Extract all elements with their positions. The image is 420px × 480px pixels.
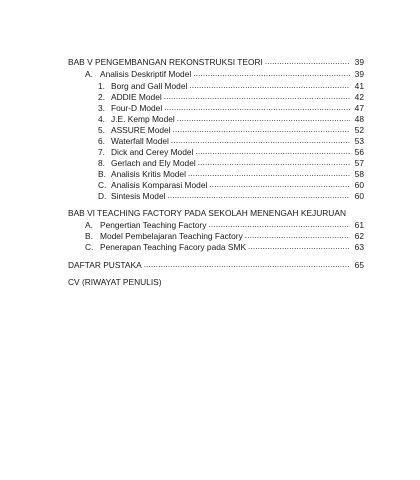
toc-entry-page: 42 bbox=[354, 92, 364, 102]
dot-leader bbox=[193, 69, 350, 79]
toc-entry-num: 2. bbox=[98, 92, 105, 102]
dot-leader bbox=[198, 158, 350, 168]
toc-entry-bab6-title: BAB VI TEACHING FACTORY PADA SEKOLAH MENENGAH KEJURUAN bbox=[68, 208, 346, 218]
toc-entry-page: 47 bbox=[354, 103, 364, 113]
toc-entry bbox=[98, 80, 364, 91]
toc-entry-page: 56 bbox=[354, 147, 364, 157]
toc-entry-bab5 bbox=[68, 56, 364, 67]
toc-entry bbox=[98, 157, 364, 168]
toc-entry-label: Analisis Kritis Model bbox=[111, 169, 186, 179]
toc-entry-page: 60 bbox=[354, 191, 364, 201]
toc-entry-num: B. bbox=[85, 231, 93, 241]
toc-entry-num: 4. bbox=[98, 114, 105, 124]
toc-entry-num: C. bbox=[98, 180, 107, 190]
dot-leader bbox=[208, 220, 350, 230]
toc-entry-page: 39 bbox=[354, 69, 364, 79]
toc-entry-page: 60 bbox=[354, 180, 364, 190]
toc-entry-label: Gerlach and Ely Model bbox=[111, 158, 196, 168]
toc-entry-label: Borg and Gall Model bbox=[111, 81, 188, 91]
toc-entry bbox=[98, 179, 364, 190]
toc-entry-num: A. bbox=[85, 220, 93, 230]
toc-entry-num: 5. bbox=[98, 125, 105, 135]
toc-entry-num: C. bbox=[85, 242, 94, 252]
toc-entry-page: 53 bbox=[354, 136, 364, 146]
dot-leader bbox=[248, 242, 350, 252]
toc-entry-page: 65 bbox=[354, 260, 364, 270]
dot-leader bbox=[164, 103, 350, 113]
toc-entry-label: Dick and Cerey Model bbox=[111, 147, 194, 157]
toc-entry bbox=[85, 230, 364, 241]
dot-leader bbox=[209, 180, 350, 190]
toc-entry bbox=[98, 168, 364, 179]
toc-entry-page: 63 bbox=[354, 242, 364, 252]
toc-entry-page: 58 bbox=[354, 169, 364, 179]
toc-entry bbox=[98, 124, 364, 135]
toc-entry-label: Four-D Model bbox=[111, 103, 163, 113]
dot-leader bbox=[177, 114, 350, 124]
toc-entry bbox=[98, 102, 364, 113]
toc-entry-label: Model Pembelajaran Teaching Factory bbox=[100, 231, 243, 241]
toc-entry-num: 1. bbox=[98, 81, 105, 91]
toc-entry-num: D. bbox=[98, 191, 107, 201]
toc-entry bbox=[85, 68, 364, 79]
toc-entry-page: 57 bbox=[354, 158, 364, 168]
dot-leader bbox=[171, 136, 350, 146]
toc-entry-label: DAFTAR PUSTAKA bbox=[68, 260, 142, 270]
dot-leader bbox=[144, 260, 350, 270]
toc-entry-label: Analisis Komparasi Model bbox=[111, 180, 208, 190]
toc-entry-label: Penerapan Teaching Facory pada SMK bbox=[100, 242, 247, 252]
toc-entry-page: 48 bbox=[354, 114, 364, 124]
toc-entry-num: 3. bbox=[98, 103, 105, 113]
toc-entry-label: Analisis Deskriptif Model bbox=[100, 69, 192, 79]
toc-entry-num: B. bbox=[98, 169, 106, 179]
toc-entry-title: BAB V PENGEMBANGAN REKONSTRUKSI TEORI bbox=[68, 57, 263, 67]
toc-entry-page: 39 bbox=[354, 57, 364, 67]
toc-entry-page: 41 bbox=[354, 81, 364, 91]
toc-entry bbox=[98, 146, 364, 157]
dot-leader bbox=[189, 81, 350, 91]
toc-entry bbox=[98, 113, 364, 124]
toc-entry bbox=[98, 190, 364, 201]
toc-entry-label: J.E. Kemp Model bbox=[111, 114, 175, 124]
toc-entry-num: 8. bbox=[98, 158, 105, 168]
toc-entry-label: Pengertian Teaching Factory bbox=[100, 220, 207, 230]
toc-entry bbox=[98, 135, 364, 146]
toc-entry-label: Sintesis Model bbox=[111, 191, 166, 201]
toc-entry-num: 7. bbox=[98, 147, 105, 157]
toc-entry-label: ASSURE Model bbox=[111, 125, 171, 135]
toc-entry-page: 52 bbox=[354, 125, 364, 135]
toc-entry-daftar-pustaka bbox=[68, 259, 364, 270]
dot-leader bbox=[173, 125, 350, 135]
toc-entry bbox=[98, 91, 364, 102]
toc-entry-label: Waterfall Model bbox=[111, 136, 169, 146]
toc-entry-num: 6. bbox=[98, 136, 105, 146]
dot-leader bbox=[265, 57, 350, 67]
toc-entry bbox=[85, 219, 364, 230]
toc-entry-page: 62 bbox=[354, 231, 364, 241]
toc-entry-page: 61 bbox=[354, 220, 364, 230]
dot-leader bbox=[245, 231, 350, 241]
toc-entry bbox=[85, 241, 364, 252]
dot-leader bbox=[164, 92, 350, 102]
toc-entry-label: ADDIE Model bbox=[111, 92, 162, 102]
dot-leader bbox=[167, 191, 350, 201]
toc-entry-cv: CV (RIWAYAT PENULIS) bbox=[68, 277, 162, 287]
toc-entry-num: A. bbox=[85, 69, 93, 79]
dot-leader bbox=[188, 169, 350, 179]
dot-leader bbox=[195, 147, 350, 157]
